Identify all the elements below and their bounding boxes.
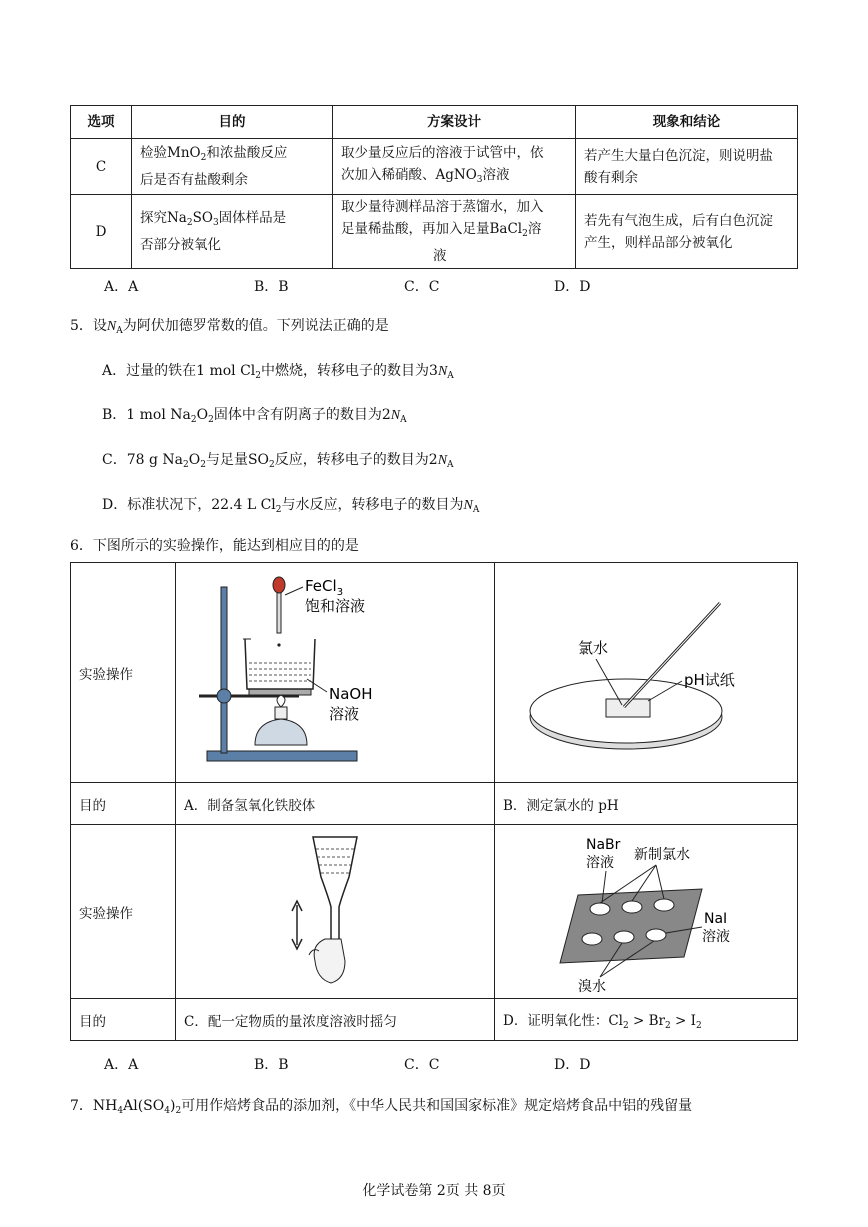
volumetric-flask-shaking-figure — [185, 827, 485, 997]
row-option: D — [71, 195, 132, 269]
option-b[interactable]: B．B — [254, 1057, 289, 1073]
page-footer: 化学试卷第 2页 共 8页 — [362, 1183, 506, 1199]
header-design: 方案设计 — [333, 106, 576, 139]
header-purpose: 目的 — [132, 106, 333, 139]
row-design: 取少量待测样品溶于蒸馏水，加入 足量稀盐酸，再加入足量BaCl$_2$溶 液 — [333, 195, 576, 269]
table-row — [71, 783, 798, 825]
figure-a-cell — [176, 563, 495, 783]
table-row — [71, 563, 798, 783]
goal-b: B．测定氯水的 pH — [495, 783, 798, 825]
goal-c: C．配一定物质的量浓度溶液时摇匀 — [176, 999, 495, 1041]
option-d[interactable]: D．D — [554, 279, 591, 295]
goal-a: A．制备氢氧化铁胶体 — [176, 783, 495, 825]
figure-d-cell — [495, 825, 798, 999]
row-purpose: 检验MnO$_2$和浓盐酸反应 后是否有盐酸剩余 — [132, 139, 333, 195]
header-option: 选项 — [71, 106, 132, 139]
figure-b-cell — [495, 563, 798, 783]
option-c[interactable]: C．C — [404, 1057, 440, 1073]
option-c[interactable]: C．C — [404, 279, 440, 295]
figure-c-cell — [176, 825, 495, 999]
option-a[interactable]: A．A — [104, 279, 139, 295]
label-naoh: NaOH — [329, 684, 373, 703]
option-d[interactable]: D．D — [554, 1057, 591, 1073]
header-result: 现象和结论 — [576, 106, 798, 139]
row-result: 若产生大量白色沉淀，则说明盐 酸有剩余 — [576, 139, 798, 195]
table-row — [71, 139, 798, 195]
table-row — [71, 999, 798, 1041]
q7-stem: 7．$NH_4Al(SO_4)_2$可用作焙烤食品的添加剂，《中华人民共和国国家标准》规定焙烤食品中铝的残留量 — [70, 1098, 693, 1116]
label-ph-paper: pH试纸 — [684, 670, 735, 689]
label-naoh-solution: 溶液 — [329, 704, 360, 723]
label-bromine-water: 溴水 — [578, 978, 606, 995]
row-design: 取少量反应后的溶液于试管中，依 次加入稀硝酸、AgNO$_3$溶液 — [333, 139, 576, 195]
label-nabr: NaBr — [586, 836, 621, 853]
label-saturated-solution: 饱和溶液 — [305, 596, 366, 615]
q4-answer-options — [104, 276, 704, 296]
option-a[interactable]: A．A — [104, 1057, 139, 1073]
table-row — [71, 195, 798, 269]
row-option: C — [71, 139, 132, 195]
q5-option-d[interactable]: D．标准状况下，22.4 L $Cl_2$与水反应，转移电子的数目为$N_A$ — [102, 497, 480, 515]
experiment-table-q6 — [70, 562, 798, 1041]
row-label: 实验操作 — [71, 825, 176, 999]
options-table-q4 — [70, 105, 798, 269]
q6-answer-options — [104, 1054, 704, 1074]
halogen-oxidation-spot-plate-figure — [506, 827, 786, 997]
row-result: 若先有气泡生成，后有白色沉淀 产生，则样品部分被氧化 — [576, 195, 798, 269]
label-fresh-chlorine-water: 新制氯水 — [634, 846, 690, 863]
q5-option-c[interactable]: C．78 g $Na_2O_2$与足量$SO_2$反应，转移电子的数目为$2N_A$ — [102, 452, 454, 470]
q5-option-b[interactable]: B．1 mol $Na_2O_2$固体中含有阴离子的数目为$2N_A$ — [102, 407, 407, 425]
label-nai: NaI — [704, 910, 728, 927]
q5-option-a[interactable]: A．过量的铁在1 mol $Cl_2$中燃烧，转移电子的数目为$3N_A$ — [102, 363, 454, 381]
row-label: 目的 — [71, 999, 176, 1041]
label-nabr-solution: 溶液 — [586, 854, 614, 871]
q5-stem: 5．设$N_A$为阿伏加德罗常数的值。下列说法正确的是 — [70, 318, 389, 336]
row-purpose: 探究$Na_2SO_3$固体样品是 否部分被氧化 — [132, 195, 333, 269]
ferric-hydroxide-colloid-figure — [185, 567, 485, 779]
chlorine-water-ph-figure — [506, 567, 786, 779]
option-b[interactable]: B．B — [254, 279, 289, 295]
goal-d: D．证明氧化性：$Cl_2 > Br_2 > I_2$ — [495, 999, 798, 1041]
table-row — [71, 825, 798, 999]
q6-stem: 6．下图所示的实验操作，能达到相应目的的是 — [70, 538, 359, 554]
row-label: 实验操作 — [71, 563, 176, 783]
label-chlorine-water: 氯水 — [578, 638, 609, 657]
row-label: 目的 — [71, 783, 176, 825]
label-fecl3: FeCl$_3$ — [305, 576, 344, 598]
label-nai-solution: 溶液 — [702, 928, 730, 945]
